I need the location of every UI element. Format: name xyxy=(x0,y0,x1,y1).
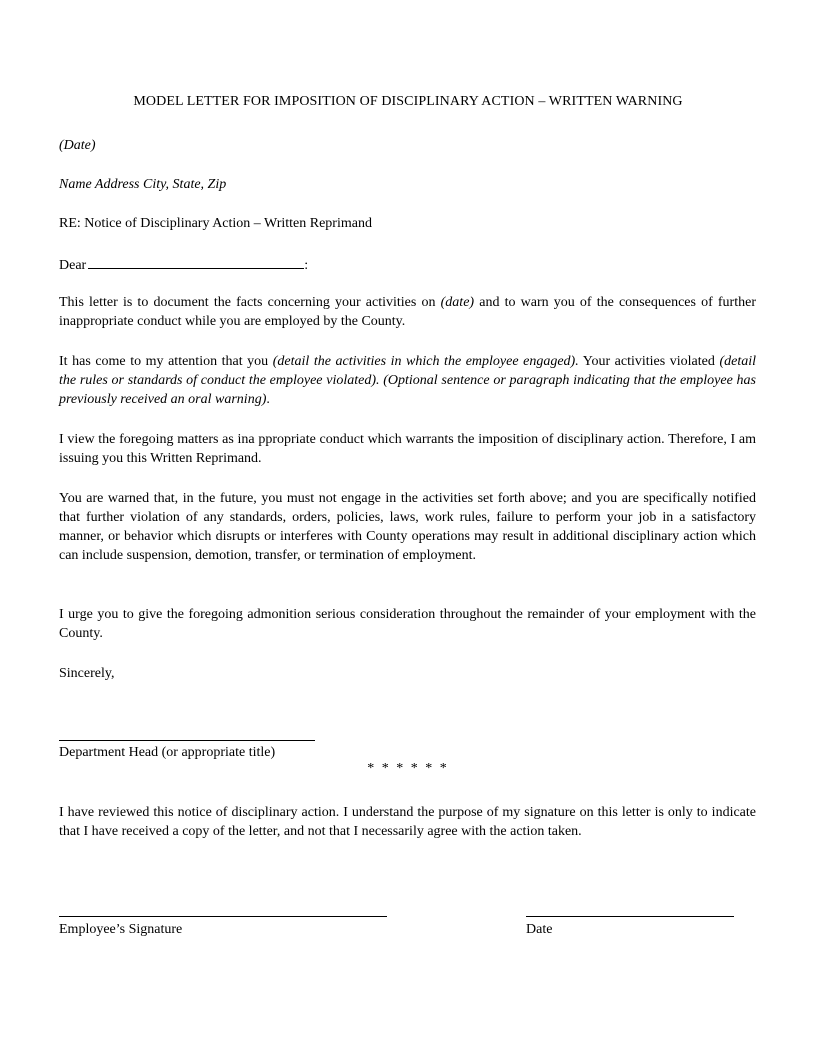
department-head-label: Department Head (or appropriate title) xyxy=(59,745,276,760)
department-head-signature-line xyxy=(59,740,315,741)
letter-title: MODEL LETTER FOR IMPOSITION OF DISCIPLINARY ACTION – WRITTEN WARNING xyxy=(133,94,683,109)
salutation: Dear : xyxy=(59,254,756,275)
recipient-blank xyxy=(88,254,304,269)
re-line: RE: Notice of Disciplinary Action – Written Reprimand xyxy=(59,216,372,231)
date-label: Date xyxy=(526,922,553,937)
paragraph-6: I have reviewed this notice of disciplinary action. I understand the purpose of my signature on this letter is only to indicate that I have received a copy of the letter, and not that I necessarily agree with the action taken. xyxy=(59,805,756,839)
paragraph-4: You are warned that, in the future, you must not engage in the activities set forth above; and you are specifically notified that further violation of any standards, orders, policies, laws, work rules, failure to perform your job in a satisfactory manner, or behavior which disrupts or interferes with County operations may result in additional disciplinary action which can include suspension, demotion, transfer, or termination of employment. xyxy=(59,491,756,563)
paragraph-1: This letter is to document the facts concerning your activities on (date) and to warn you of the consequences of further inappropriate conduct while you are employed by the County. xyxy=(59,295,756,329)
paragraph-3: I view the foregoing matters as ina ppropriate conduct which warrants the imposition of disciplinary action. Therefore, I am issuing you this Written Reprimand. xyxy=(59,432,756,466)
date-signature-line xyxy=(526,916,734,917)
paragraph-5: I urge you to give the foregoing admonition serious consideration throughout the remainder of your employment with the County. xyxy=(59,607,756,641)
employee-signature-line xyxy=(59,916,387,917)
paragraph-2: It has come to my attention that you (detail the activities in which the employee engaged). Your activities violated (detail the rules or standards of conduct the employee violated). (Optional sentence or paragraph indicating that the employee has previously received an oral warning). xyxy=(59,354,756,407)
address-placeholder: Name Address City, State, Zip xyxy=(59,177,227,192)
employee-signature-label: Employee’s Signature xyxy=(59,922,183,937)
date-placeholder: (Date) xyxy=(59,138,96,153)
closing: Sincerely, xyxy=(59,666,115,681)
separator: * * * * * * xyxy=(367,761,449,776)
